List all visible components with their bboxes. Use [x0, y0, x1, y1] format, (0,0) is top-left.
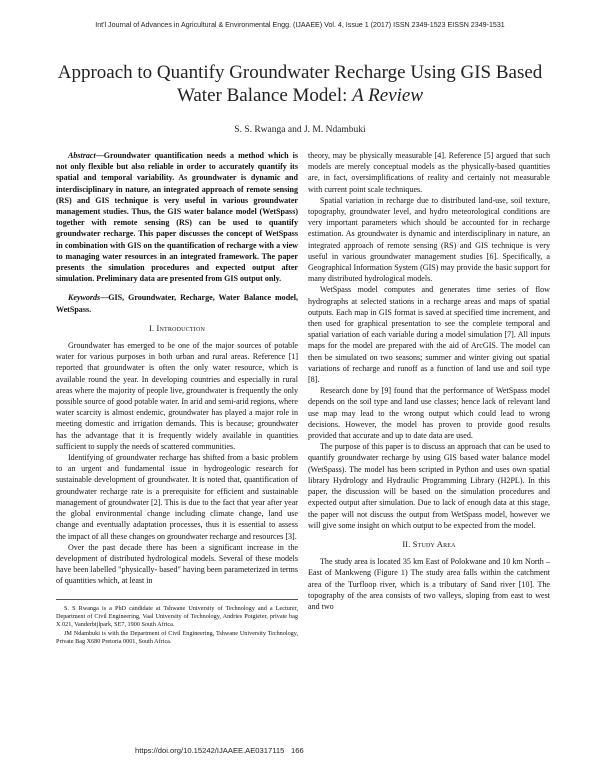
body-paragraph: Identifying of groundwater recharge has shifted from a basic problem to an urgent and fundamental issue in hydrogeologic research for sustainable development of groundwater. It is noted that, quantification of groundwater recharge rate is a prerequisite for efficient and sustainable management of groundwater [2]. This is due to the fact that year after year the global environmental change including climate change, land use change and eventually adaptation processes, thus it is essential to assess the impact of all these changes on groundwater recharge and resources [3].	[56, 453, 298, 541]
page-number: 166	[291, 746, 304, 755]
section-heading-study-area: II. Study Area	[402, 539, 456, 549]
body-paragraph: WetSpass model computes and generates time series of flow hydrographs at selected stations in a recharge areas and maps of spatial outputs. Each map in GIS format is saved at specified time increment, and then used for graphical presentation to see the complete temporal and spatial variation of each variable during a model simulation [7]. All inputs maps for the model are prepared with the aid of ArcGIS. The model can then be simulated on two seasons; summer and winter giving out spatial variations of recharge and runoff as a function of land use and soil type [8].	[308, 285, 550, 385]
right-column	[308, 150, 550, 612]
title-main: Approach to Quantify Groundwater Recharge Using GIS Based Water Balance Model:	[57, 62, 543, 106]
doi-link[interactable]: https://doi.org/10.15242/IJAAEE.AE0317115	[135, 746, 285, 755]
keywords-label: Keywords	[68, 293, 101, 303]
abstract-text: —Groundwater quantification needs a method which is not only flexible but also reliable in order to accurately quantify its spatial and temporal variability. As groundwater is dynamic and interdisciplinary in nature, an integrated approach of remote sensing (RS) and GIS technique is very useful in various groundwater management studies. Thus, the GIS water balance model (WetSpass) together with remote sensing (RS) can be used to quantify groundwater recharge. This paper discusses the concept of WetSpass in combination with GIS on the quantification of recharge with a view to managing water resources in an integrated framework. The paper presents the simulation procedures and expected output after simulation. Preliminary data are presented from GIS output only.	[56, 151, 298, 284]
keywords	[56, 292, 298, 314]
abstract-label: Abstract	[68, 151, 96, 160]
left-column	[56, 150, 298, 647]
footnote: S. S Rwanga is a PhD candidate at Tshwane University of Technology and a Lecturer, Department of Civil Engineering, Vaal University of Technology, Andries Potgieter, private bag X 021, Vanderbijlpark, SE7, 1900 South Africa.	[56, 604, 298, 629]
paper-title	[40, 61, 560, 107]
footnotes	[56, 599, 298, 647]
section-heading-introduction: I. Introduction	[148, 323, 206, 333]
body-paragraph: The purpose of this paper is to discuss an approach that can be used to quantify groundwater recharge by using GIS based water balance model (WetSpass). The model has been scripted in Python and uses own spatial library Hydrology and Hydraulic Programming Library (H2PL). In this paper, the discussion will be based on the simulation procedures and expected output after simulation. Due to lack of enough data at this stage, the paper will not discuss the output from WetSpass model, however we will give some insight on which output to be expected from the model.	[308, 442, 550, 530]
authors: S. S. Rwanga and J. M. Ndambuki	[234, 125, 366, 135]
body-paragraph: Research done by [9] found that the performance of WetSpass model depends on the soil type and land use classes; hence lack of relevant land use map may lead to the wrong output which could lead to wrong decisions. However, the model has proven to provide good results provided that accurate and up to date data are used.	[308, 386, 550, 441]
body-paragraph: Spatial variation in recharge due to distributed land-use, soil texture, topography, groundwater level, and hydro meteorological conditions are very important parameters which should be accounted for in recharge estimation. As groundwater is dynamic and interdisciplinary in nature, an integrated approach of remote sensing (RS) and GIS technique is very useful in various groundwater management studies [6]. Specifically, a Geographical Information System (GIS) may provide the basic support for many distributed hydrological models.	[308, 195, 550, 284]
body-paragraph: Over the past decade there has been a significant increase in the development of distributed hydrological models. Several of these models have been labelled "physically- based" having been parameterized in terms of quantities which, at least in	[56, 542, 298, 586]
journal-header: Int'l Journal of Advances in Agricultural & Environmental Engg. (IJAAEE) Vol. 4, Issue 1 (2017) ISSN 2349-1523 EISSN 2349-1531	[95, 21, 505, 29]
title-italic: A Review	[352, 85, 424, 106]
body-paragraph: theory, may be physically measurable [4]. Reference [5] argued that such models are merely conceptual models as the physically-based quantities are, in fact, oversimplifications of reality and certainly not measurable with current point scale techniques.	[308, 151, 550, 194]
footnote: JM Ndambuki is with the Department of Civil Engineering, Tshwane University Technology, Private Bag X680 Pretoria 0001, South Africa.	[56, 629, 298, 646]
keywords-text: —GIS, Groundwater, Recharge, Water Balance model, WetSpass.	[56, 293, 298, 314]
body-paragraph: The study area is located 35 km East of Polokwane and 10 km North – East of Mankweng (Figure 1) The study area falls within the catchment area of the Turfloop river, which is a tributary of Sand river [10]. The topography of the area consists of two valleys, sloping from east to west and two	[308, 557, 550, 611]
body-paragraph: Groundwater has emerged to be one of the major sources of potable water for various purposes in both urban and rural areas. Reference [1] reported that groundwater is often the only water resource, which is available round the year. In developing countries and especially in rural areas where the majority of people live, groundwater is frequently the only possible source of good potable water. In arid and semi-arid regions, where water scarcity is almost endemic, groundwater has played a major role in meeting domestic and irrigation demands. This is because; groundwater has the advantage that it is frequently widely available in quantities sufficient to supply the needs of scattered communities.	[56, 341, 299, 451]
abstract	[56, 150, 298, 284]
